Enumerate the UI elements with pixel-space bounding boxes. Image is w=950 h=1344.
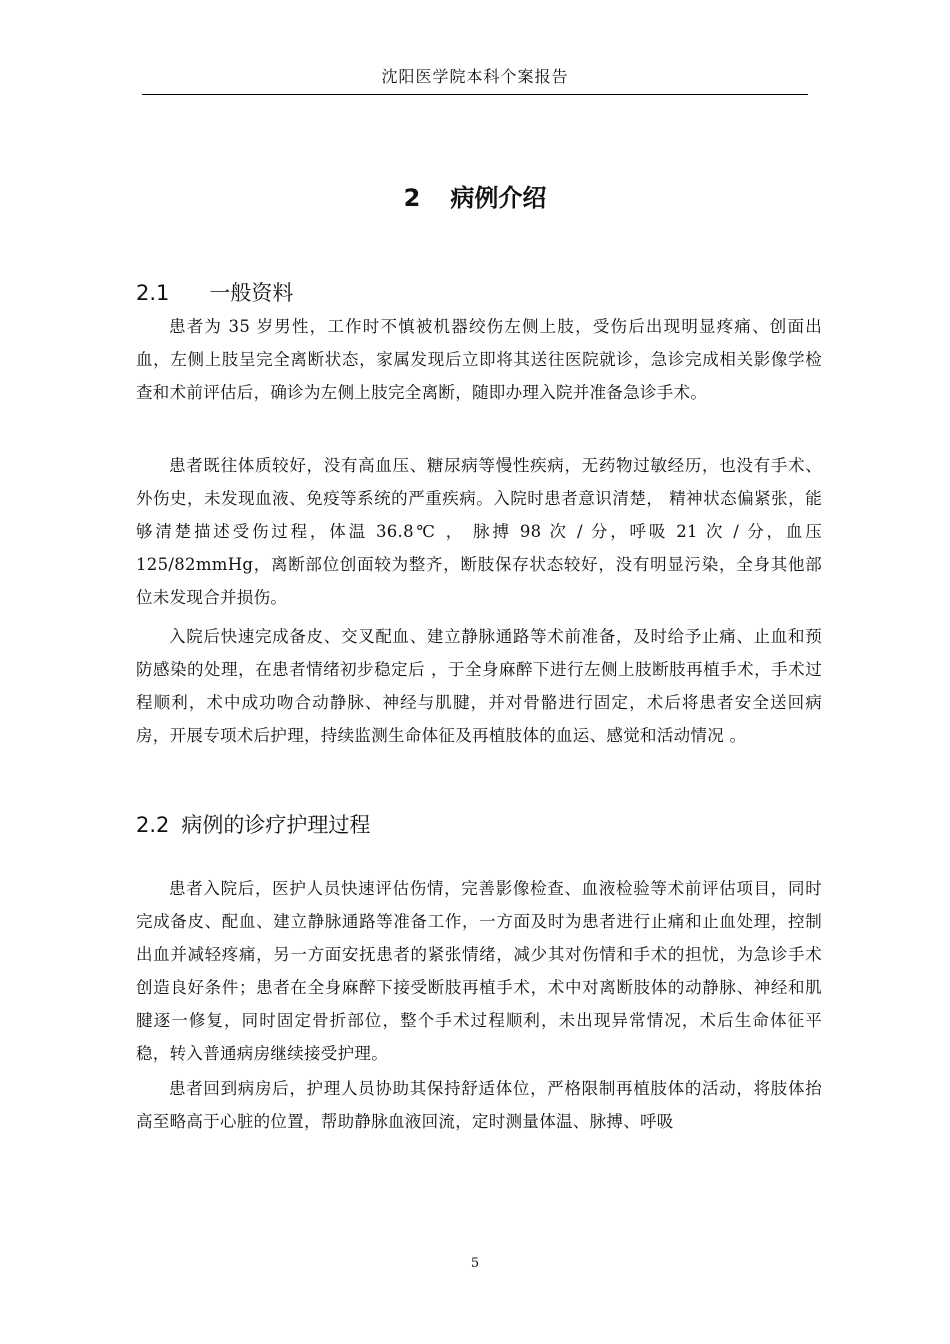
paragraph: 患者为 35 岁男性，工作时不慎被机器绞伤左侧上肢，受伤后出现明显疼痛、创面出血，左侧上肢呈完全离断状态，家属发现后立即将其送往医院就诊，急诊完成相关影像学检查和术前评估后，确诊为左侧上肢完全离断，随即办理入院并准备急诊手术。: [136, 317, 822, 402]
paragraph: 患者入院后，医护人员快速评估伤情，完善影像检查、血液检验等术前评估项目，同时完成备皮、配血、建立静脉通路等准备工作，一方面及时为患者进行止痛和止血处理，控制出血并减轻疼痛，另一方面安抚患者的紧张情绪，减少其对伤情和手术的担忧，为急诊手术创造良好条件；患者在全身麻醉下接受断肢再植手术，术中对离断肢体的动静脉、神经和肌腱逐一修复，同时固定骨折部位，整个手术过程顺利，未出现异常情况，术后生命体征平稳，转入普通病房继续接受护理。: [136, 879, 822, 1063]
page-header: [142, 64, 808, 95]
section-title-text: 病例的诊疗护理过程: [181, 813, 371, 837]
chapter-title: [142, 178, 808, 218]
section-number: 2.1: [136, 281, 170, 305]
section-heading-treatment-process: [136, 809, 370, 841]
paragraph: 入院后快速完成备皮、交叉配血、建立静脉通路等术前准备，及时给予止痛、止血和预防感染的处理，在患者情绪初步稳定后 ，于全身麻醉下进行左侧上肢断肢再植手术，手术过程顺利，术中成功吻合动静脉、神经与肌腱，并对骨骼进行固定，术后将患者安全送回病房，开展专项术后护理，持续监测生命体征及再植肢体的血运、感觉和活动情况 。: [136, 627, 822, 745]
section-heading-general-info: [136, 277, 293, 309]
paragraph: 患者回到病房后，护理人员协助其保持舒适体位，严格限制再植肢体的活动，将肢体抬高至略高于心脏的位置，帮助静脉血液回流，定时测量体温、脉搏、呼吸: [136, 1079, 822, 1131]
chapter-number: 2: [403, 184, 421, 212]
section-number: 2.2: [136, 813, 170, 837]
page-number: 5: [470, 1256, 480, 1271]
header-title: 沈阳医学院本科个案报告: [381, 67, 569, 86]
chapter-title-text: 病例介绍: [450, 184, 547, 212]
paragraph: 患者既往体质较好，没有高血压、糖尿病等慢性疾病，无药物过敏经历，也没有手术、外伤史，未发现血液、免疫等系统的严重疾病。入院时患者意识清楚， 精神状态偏紧张，能够清楚描述受伤过程，体温 36.8℃ ， 脉搏 98 次 / 分，呼吸 21 次 / 分，血压 125/82mmHg，离断部位创面较为整齐，断肢保存状态较好，没有明显污染，全身其他部位未发现合并损伤。: [136, 456, 822, 607]
section-title-text: 一般资料: [209, 281, 294, 305]
